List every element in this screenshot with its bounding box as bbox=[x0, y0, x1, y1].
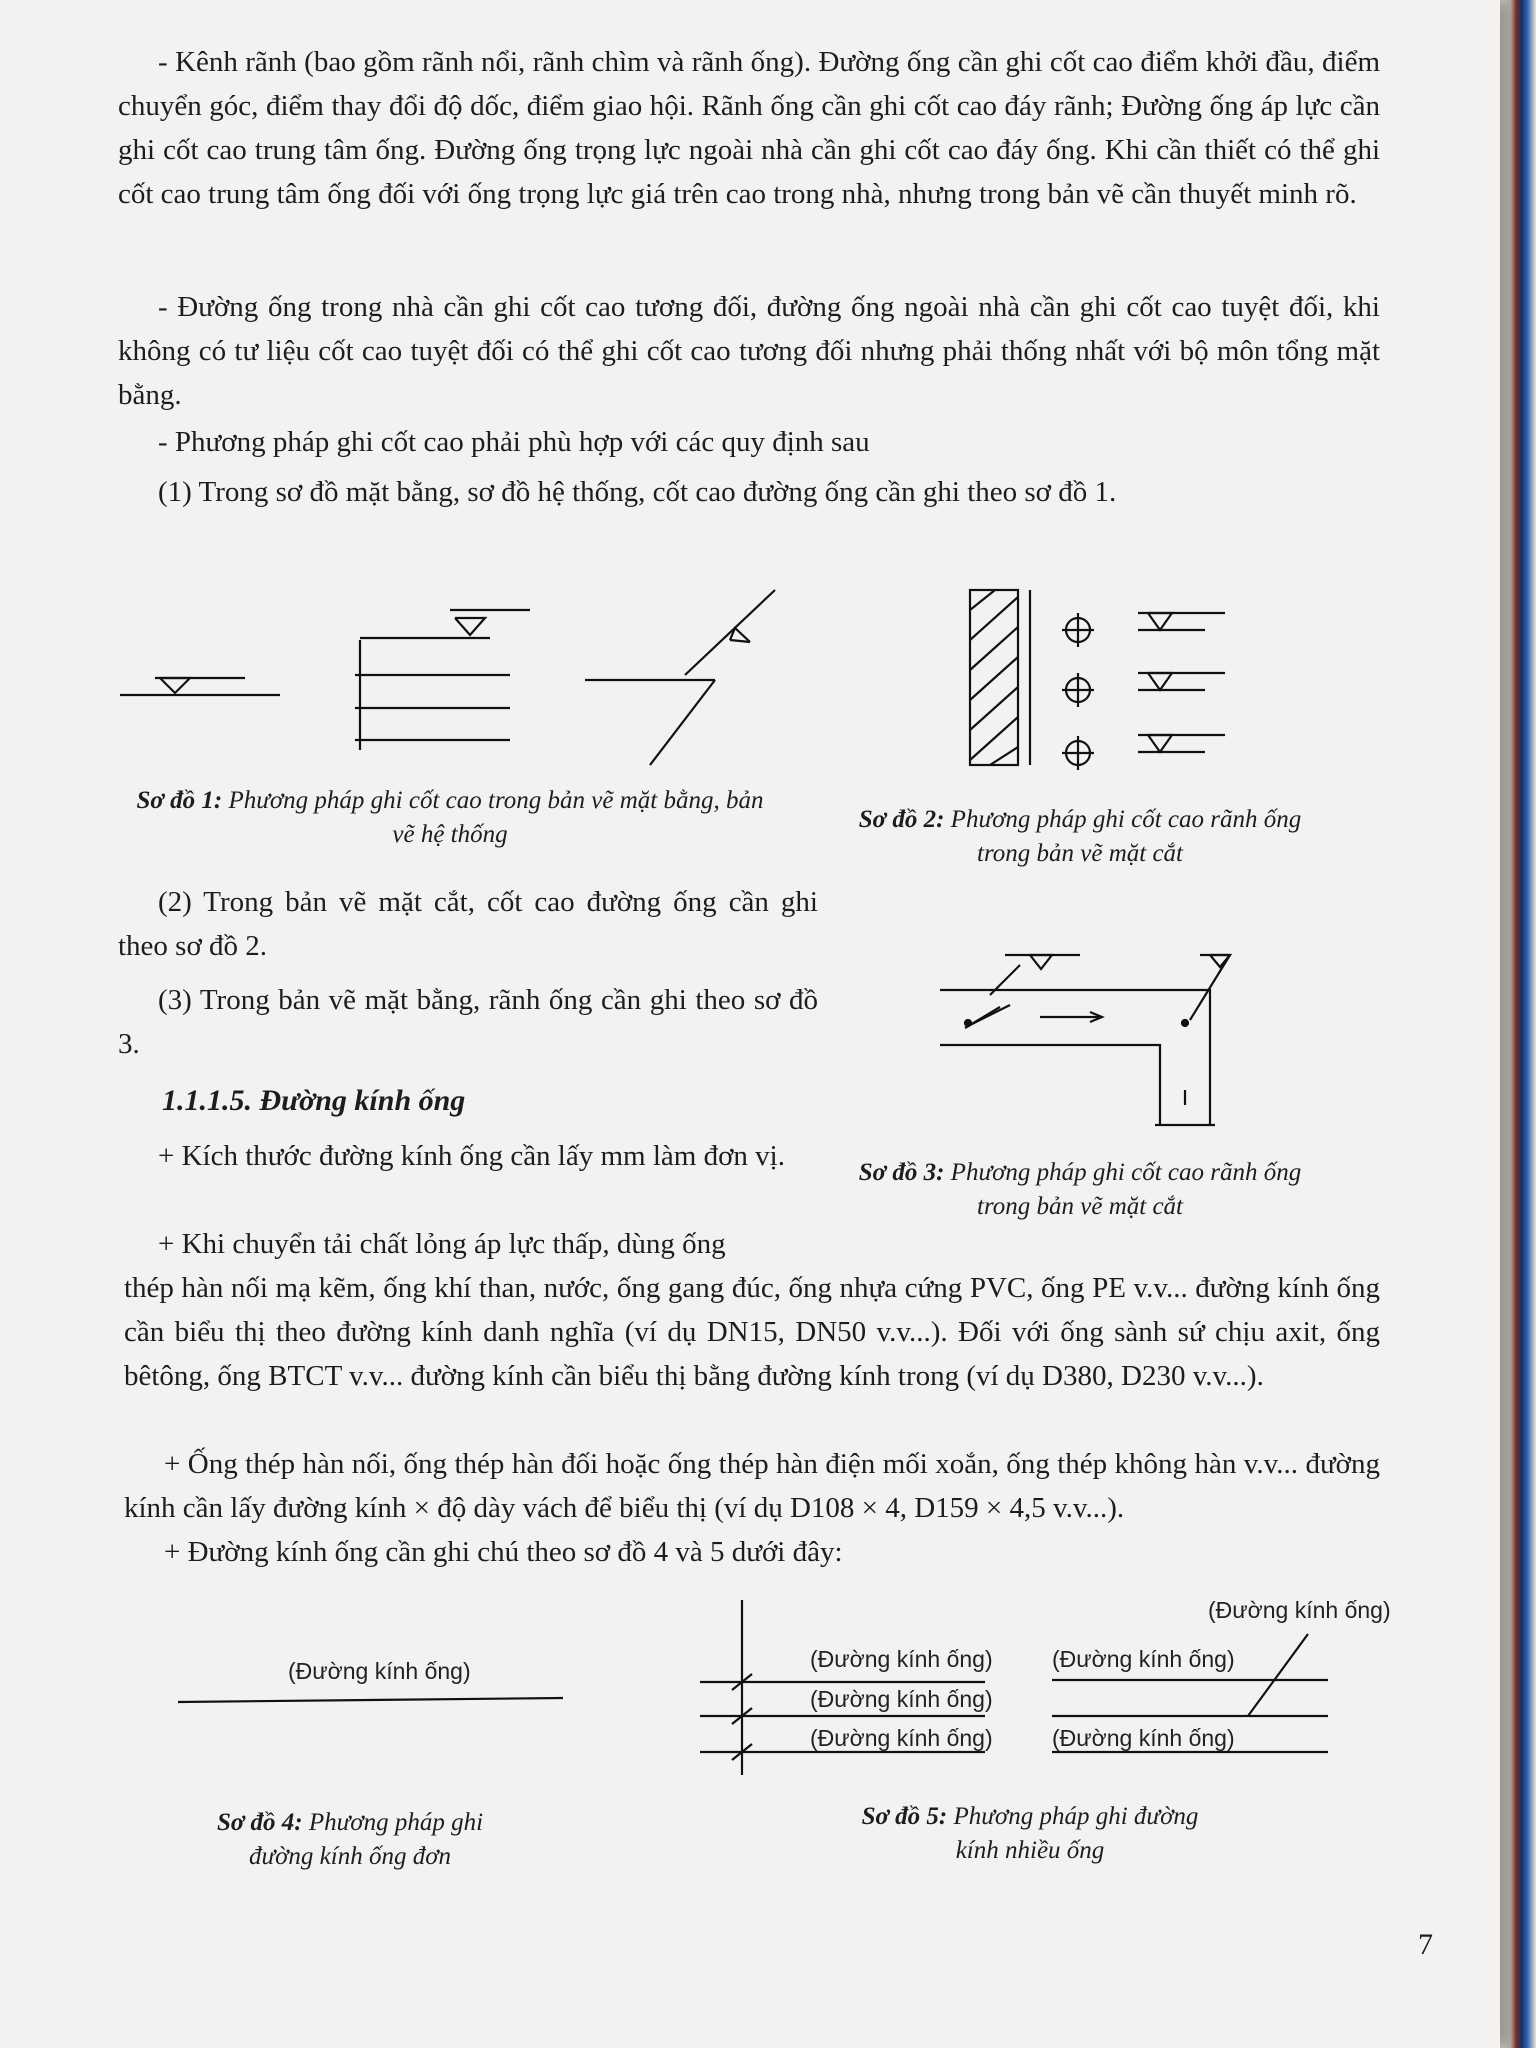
paragraph-low-pressure-a: + Khi chuyển tải chất lỏng áp lực thấp, dùng ống bbox=[158, 1228, 726, 1260]
page-number: 7 bbox=[1418, 1928, 1433, 1961]
paragraph-method-rules: - Phương pháp ghi cốt cao phải phù hợp với các quy định sau bbox=[158, 426, 870, 458]
caption-diagram-2: Sơ đồ 2: Phương pháp ghi cốt cao rãnh ống trong bản vẽ mặt cắt bbox=[858, 806, 1302, 867]
paragraph-diameter-unit: + Kích thước đường kính ống cần lấy mm làm đơn vị. bbox=[158, 1140, 785, 1172]
section-heading: 1.1.1.5. Đường kính ống bbox=[162, 1084, 466, 1117]
paragraph-channels: - Kênh rãnh (bao gồm rãnh nổi, rãnh chìm và rãnh ống). Đường ống cần ghi cốt cao điểm khởi đầu, điểm chuyển góc, điểm thay đổi độ dốc, điểm giao hội. Rãnh ống cần ghi cốt cao đáy rãnh; Đường ống áp lực cần ghi cốt cao trung tâm ống. Đường ống trọng lực ngoài nhà cần ghi cốt cao đáy ống. Khi cần thiết có thể ghi cốt cao trung tâm ống đối với ống trọng lực giá trên cao trong nhà, nhưng trong bản vẽ cần thuyết minh rõ. bbox=[118, 46, 1380, 210]
caption-diagram-5: Sơ đồ 5: Phương pháp ghi đường kính nhiều ống bbox=[861, 1803, 1199, 1864]
paragraph-relative-elevation: - Đường ống trong nhà cần ghi cốt cao tương đối, đường ống ngoài nhà cần ghi cốt cao tuyệt đối, khi không có tư liệu cốt cao tuyệt đối có thể ghi cốt cao tương đối nhưng phải thống nhất với bộ môn tổng mặt bằng. bbox=[118, 291, 1380, 411]
paragraph-welded-steel: + Ống thép hàn nối, ống thép hàn đối hoặc ống thép hàn điện mối xoắn, ống thép không hàn v.v... đường kính cần lấy đường kính × độ dày vách để biểu thị (ví dụ D108 × 4, D159 × 4,5 v.v...). bbox=[124, 1448, 1380, 1524]
paragraph-rule-1: (1) Trong sơ đồ mặt bằng, sơ đồ hệ thống, cốt cao đường ống cần ghi theo sơ đồ 1. bbox=[158, 476, 1117, 508]
diagram-5-left-label-1: (Đường kính ống) bbox=[810, 1646, 993, 1672]
diagram-4-label: (Đường kính ống) bbox=[288, 1658, 471, 1684]
diagram-1 bbox=[110, 580, 810, 760]
caption-diagram-4: Sơ đồ 4: Phương pháp ghi đường kính ống đơn bbox=[216, 1809, 484, 1870]
diagram-5-left-label-2: (Đường kính ống) bbox=[810, 1686, 993, 1712]
diagram-5-right-label-2: (Đường kính ống) bbox=[1052, 1725, 1235, 1751]
paragraph-low-pressure-b: thép hàn nối mạ kẽm, ống khí than, nước, ống gang đúc, ống nhựa cứng PVC, ống PE v.v... đường kính ống cần biểu thị theo đường kính danh nghĩa (ví dụ DN15, DN50 v.v...). Đối với ống sành sứ chịu axit, ống bêtông, ống BTCT v.v... đường kính cần biểu thị bằng đường kính trong (ví dụ D380, D230 v.v...). bbox=[124, 1272, 1380, 1392]
diagram-5-left-label-3: (Đường kính ống) bbox=[810, 1725, 993, 1751]
paragraph-rule-3: (3) Trong bản vẽ mặt bằng, rãnh ống cần ghi theo sơ đồ 3. bbox=[118, 984, 818, 1060]
caption-diagram-1: Sơ đồ 1: Phương pháp ghi cốt cao trong bản vẽ mặt bằng, bản vẽ hệ thống bbox=[136, 787, 764, 848]
diagram-5-right-label-1: (Đường kính ống) bbox=[1052, 1646, 1235, 1672]
diagram-4-line bbox=[178, 1680, 578, 1720]
diagram-2 bbox=[950, 585, 1240, 775]
diagram-3 bbox=[930, 945, 1250, 1135]
paragraph-rule-2: (2) Trong bản vẽ mặt cắt, cốt cao đường ống cần ghi theo sơ đồ 2. bbox=[118, 886, 818, 962]
caption-diagram-3: Sơ đồ 3: Phương pháp ghi cốt cao rãnh ống trong bản vẽ mặt cắt bbox=[858, 1159, 1302, 1220]
paragraph-diagram-note: + Đường kính ống cần ghi chú theo sơ đồ 4 và 5 dưới đây: bbox=[164, 1536, 843, 1568]
background-bookshelf bbox=[1500, 0, 1536, 2048]
diagram-5-right-label-0: (Đường kính ống) bbox=[1208, 1597, 1391, 1623]
